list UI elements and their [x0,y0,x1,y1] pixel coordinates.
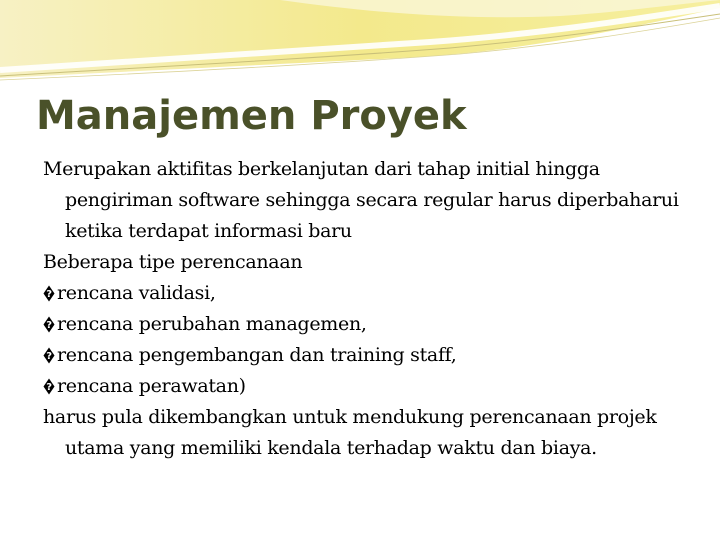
svg-text:?: ? [46,289,52,300]
plan-type-label: rencana perubahan managemen, [57,313,367,335]
closing-paragraph: harus pula dikembangkan untuk mendukung perencanaan projek utama yang memiliki kendala terhadap waktu dan biaya. [43,406,657,459]
plan-type-label: rencana perawatan) [57,375,246,397]
slide-body [43,154,683,464]
plan-type-label: rencana pengembangan dan training staff, [57,344,457,366]
plan-type-item [43,309,683,340]
plan-type-item [43,278,683,309]
missing-glyph-icon [43,285,55,302]
intro-paragraph: Merupakan aktifitas berkelanjutan dari tahap initial hingga pengiriman software sehingga secara regular harus diperbaharui ketika terdapat informasi baru [43,158,679,242]
svg-text:?: ? [46,382,52,393]
svg-text:?: ? [46,351,52,362]
plan-type-label: rencana validasi, [57,282,216,304]
types-heading: Beberapa tipe perencanaan [43,251,303,273]
plan-type-item [43,371,683,402]
plan-type-item [43,340,683,371]
missing-glyph-icon [43,347,55,364]
header-swoosh-decoration [0,0,720,90]
svg-text:?: ? [46,320,52,331]
slide-title: Manajemen Proyek [36,93,467,139]
missing-glyph-icon [43,316,55,333]
missing-glyph-icon [43,378,55,395]
